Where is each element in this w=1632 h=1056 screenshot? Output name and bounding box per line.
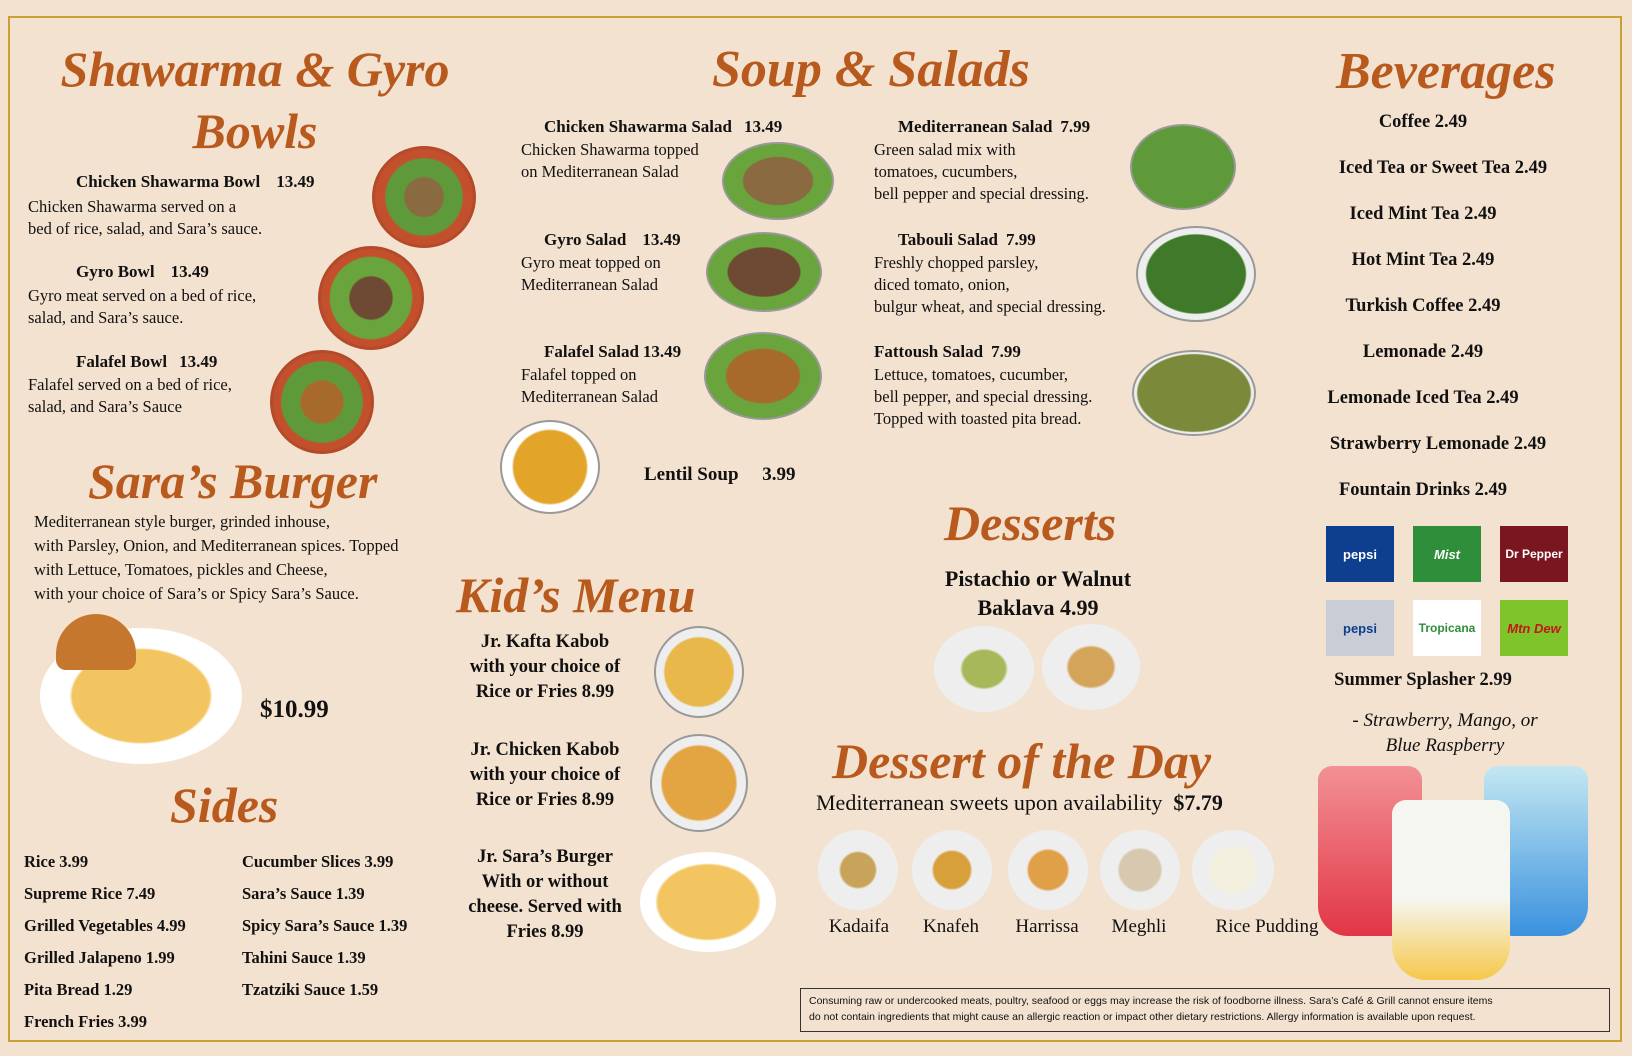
beverage-item: Iced Tea or Sweet Tea 2.49 — [1338, 158, 1548, 178]
mist-logo: Mist — [1413, 526, 1481, 582]
dod-item-label: Knafeh — [923, 916, 979, 937]
gyro-bowl-photo — [318, 246, 424, 350]
meghli-photo — [1100, 830, 1180, 910]
falafel-bowl-photo — [270, 350, 374, 454]
pepsi-logo: pepsi — [1326, 526, 1394, 582]
fattoush-salad-desc: Lettuce, tomatoes, cucumber, bell pepper, and special dressing. Topped with toasted pita bread. — [874, 365, 1093, 428]
baklava-photo-1 — [934, 626, 1034, 712]
allergy-disclaimer: Consuming raw or undercooked meats, poultry, seafood or eggs may increase the risk of foodborne illness. Sara’s Café & Grill cannot ensure items do not contain ingredients that might cause an allergic reaction or impact other dietary restrictions. Allergy information is available upon request. — [800, 988, 1610, 1032]
kafta-kabob-photo — [654, 626, 744, 718]
kids-heading: Kid’s Menu — [456, 567, 696, 623]
tabouli-salad-desc: Freshly chopped parsley, diced tomato, onion, bulgur wheat, and special dressing. — [874, 253, 1106, 316]
dod-subtitle: Mediterranean sweets upon availability $7.79 — [816, 790, 1223, 815]
dod-item-label: Rice Pudding — [1215, 916, 1319, 937]
desserts-heading: Desserts — [944, 495, 1117, 551]
chicken-shawarma-salad-desc: Chicken Shawarma topped on Mediterranean Salad — [521, 140, 699, 181]
side-item: Grilled Jalapeno 1.99 — [24, 948, 175, 967]
side-item: Cucumber Slices 3.99 — [242, 852, 394, 871]
gyro-salad-desc: Gyro meat topped on Mediterranean Salad — [521, 253, 661, 294]
dod-item-label: Meghli — [1111, 916, 1167, 937]
fattoush-salad-photo — [1132, 350, 1256, 436]
falafel-bowl-desc: Falafel served on a bed of rice, salad, and Sara’s Sauce — [28, 375, 232, 416]
menu-item-chicken-shawarma-bowl: Chicken Shawarma Bowl 13.49 — [76, 172, 315, 191]
splasher-flavors: - Strawberry, Mango, or Blue Raspberry — [1352, 710, 1538, 756]
chicken-shawarma-salad-photo — [722, 142, 834, 220]
mediterranean-salad-desc: Green salad mix with tomatoes, cucumbers, bell pepper and special dressing. — [874, 140, 1089, 203]
beverage-item: Strawberry Lemonade 2.49 — [1329, 434, 1547, 454]
menu-item-chicken-shawarma-salad: Chicken Shawarma Salad 13.49 — [544, 117, 783, 136]
harrissa-photo — [1008, 830, 1088, 910]
gyro-bowl-desc: Gyro meat served on a bed of rice, salad, and Sara’s sauce. — [28, 286, 257, 327]
lentil-soup-photo — [500, 420, 600, 514]
side-item: Tahini Sauce 1.39 — [242, 948, 366, 967]
chicken-kabob-photo — [650, 734, 748, 832]
beverages-heading: Beverages — [1336, 43, 1556, 100]
side-item: Supreme Rice 7.49 — [24, 884, 156, 903]
menu-item-gyro-bowl: Gyro Bowl 13.49 — [76, 262, 209, 281]
knafeh-photo — [912, 830, 992, 910]
side-item: Spicy Sara’s Sauce 1.39 — [242, 916, 408, 935]
falafel-salad-desc: Falafel topped on Mediterranean Salad — [521, 365, 658, 406]
beverage-item: Lemonade Iced Tea 2.49 — [1327, 388, 1519, 408]
burger-desc: Mediterranean style burger, grinded inhouse, with Parsley, Onion, and Mediterranean spices. Topped with Lettuce, Tomatoes, pickles and Cheese, with your choice of Sara’s or Spicy Sara’s Sauce. — [34, 512, 399, 603]
gyro-salad-photo — [706, 232, 822, 312]
side-item: Pita Bread 1.29 — [24, 980, 133, 999]
yellow-drink-glass — [1392, 800, 1510, 980]
side-item: Tzatziki Sauce 1.59 — [242, 980, 379, 999]
summer-splasher: Summer Splasher 2.99 — [1334, 670, 1512, 690]
burger-price: $10.99 — [260, 696, 329, 723]
kadaifa-photo — [818, 830, 898, 910]
side-item: Rice 3.99 — [24, 852, 89, 871]
kids-item-chicken-kabob: Jr. Chicken Kabob with your choice of Rice or Fries 8.99 — [469, 740, 621, 810]
beverage-item: Fountain Drinks 2.49 — [1338, 480, 1508, 500]
side-item: Grilled Vegetables 4.99 — [24, 916, 186, 935]
falafel-salad-photo — [704, 332, 822, 420]
mediterranean-salad-photo — [1130, 124, 1236, 210]
menu-item-lentil-soup: Lentil Soup 3.99 — [644, 464, 796, 485]
kids-burger-photo — [640, 852, 776, 952]
beverage-item: Iced Mint Tea 2.49 — [1349, 204, 1497, 224]
menu-item-gyro-salad: Gyro Salad 13.49 — [544, 230, 681, 249]
dod-item-label: Harrissa — [1015, 916, 1079, 937]
menu-item-falafel-bowl: Falafel Bowl 13.49 — [76, 352, 218, 371]
chicken-shawarma-bowl-desc: Chicken Shawarma served on a bed of rice, salad, and Sara’s sauce. — [28, 197, 263, 238]
mtn-dew-logo: Mtn Dew — [1500, 600, 1568, 656]
chicken-shawarma-bowl-photo — [372, 146, 476, 248]
baklava-item: Pistachio or Walnut Baklava 4.99 — [944, 566, 1132, 620]
baklava-photo-2 — [1042, 624, 1140, 710]
menu-item-tabouli-salad: Tabouli Salad 7.99 — [898, 230, 1036, 249]
kids-item-burger: Jr. Sara’s Burger With or without cheese. Served with Fries 8.99 — [468, 847, 622, 942]
beverage-item: Coffee 2.49 — [1378, 112, 1468, 132]
tabouli-salad-photo — [1136, 226, 1256, 322]
sides-heading: Sides — [170, 777, 279, 833]
dr-pepper-logo: Dr Pepper — [1500, 526, 1568, 582]
tropicana-logo: Tropicana — [1413, 600, 1481, 656]
side-item: French Fries 3.99 — [24, 1012, 147, 1031]
menu-item-fattoush-salad: Fattoush Salad 7.99 — [874, 342, 1021, 361]
rice-pudding-photo — [1192, 830, 1274, 910]
burger-heading: Sara’s Burger — [88, 453, 378, 509]
beverage-item: Turkish Coffee 2.49 — [1345, 296, 1501, 316]
soups-heading: Soup & Salads — [712, 41, 1030, 98]
menu-item-mediterranean-salad: Mediterranean Salad 7.99 — [898, 117, 1091, 136]
side-item: Sara’s Sauce 1.39 — [242, 884, 365, 903]
kids-item-kafta: Jr. Kafta Kabob with your choice of Rice or Fries 8.99 — [469, 632, 621, 702]
dod-heading: Dessert of the Day — [832, 733, 1212, 789]
dod-item-label: Kadaifa — [828, 916, 890, 937]
shawarma-heading: Shawarma & Gyro Bowls — [60, 41, 450, 159]
diet-pepsi-logo: pepsi — [1326, 600, 1394, 656]
beverage-item: Hot Mint Tea 2.49 — [1351, 250, 1495, 270]
menu-item-falafel-salad: Falafel Salad 13.49 — [544, 342, 682, 361]
beverage-item: Lemonade 2.49 — [1362, 342, 1484, 362]
